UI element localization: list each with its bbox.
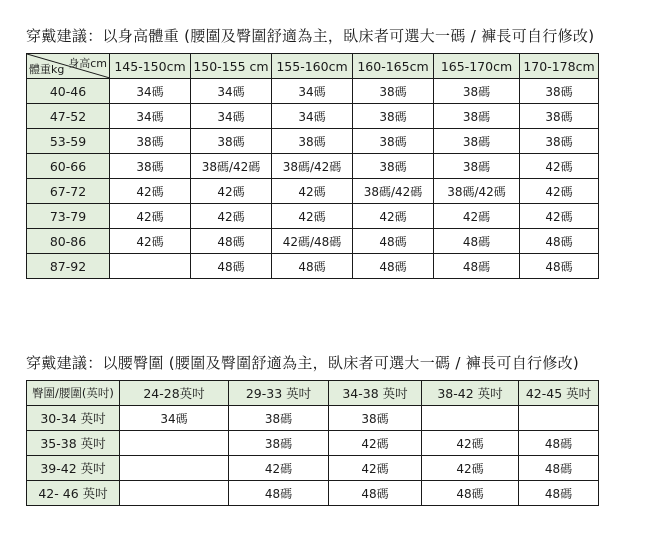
row-header: 60-66 [27, 154, 110, 179]
table-cell: 48碼 [520, 254, 599, 279]
table-cell: 48碼 [191, 229, 272, 254]
table-cell: 38碼 [191, 129, 272, 154]
table-cell: 42碼 [329, 456, 422, 481]
table-cell: 38碼 [229, 431, 329, 456]
table-cell: 38碼 [329, 406, 422, 431]
table-cell: 34碼 [191, 79, 272, 104]
corner-height-label: 身高cm [68, 57, 107, 70]
table-cell: 38碼 [353, 129, 434, 154]
table-cell: 38碼 [110, 154, 191, 179]
row-header: 80-86 [27, 229, 110, 254]
size-chart-height-weight [26, 53, 599, 279]
table-cell: 42碼 [110, 229, 191, 254]
table-row [27, 254, 599, 279]
row-header: 73-79 [27, 204, 110, 229]
column-header: 150-155 cm [191, 54, 272, 79]
table-cell: 38碼 [110, 129, 191, 154]
table-cell: 48碼 [434, 229, 520, 254]
table-cell: 38碼 [520, 104, 599, 129]
table-cell [519, 406, 599, 431]
table-cell: 42碼 [272, 179, 353, 204]
table-row [27, 456, 599, 481]
table-cell: 42碼 [110, 204, 191, 229]
column-header: 160-165cm [353, 54, 434, 79]
table-cell: 48碼 [272, 254, 353, 279]
table-row [27, 104, 599, 129]
table-cell: 34碼 [110, 104, 191, 129]
table-cell: 38碼 [229, 406, 329, 431]
table-cell [120, 431, 229, 456]
table-cell: 34碼 [272, 104, 353, 129]
table-cell: 42碼 [434, 204, 520, 229]
row-header: 42- 46 英吋 [27, 481, 120, 506]
table-cell: 48碼 [353, 254, 434, 279]
table-cell: 34碼 [272, 79, 353, 104]
table-row [27, 154, 599, 179]
table-row [27, 431, 599, 456]
table-row [27, 481, 599, 506]
table-cell: 34碼 [191, 104, 272, 129]
table-cell: 42碼 [329, 431, 422, 456]
table-cell: 38碼 [520, 79, 599, 104]
column-header: 42-45 英吋 [519, 381, 599, 406]
table-cell: 48碼 [353, 229, 434, 254]
table-cell: 42碼 [353, 204, 434, 229]
table-cell: 42碼 [520, 154, 599, 179]
corner-cell [27, 54, 110, 79]
section2-title: 穿戴建議：以腰臀圍 (腰圍及臀圍舒適為主，臥床者可選大一碼 / 褲長可自行修改) [26, 354, 580, 372]
table-row [27, 179, 599, 204]
row-header: 53-59 [27, 129, 110, 154]
row-header: 67-72 [27, 179, 110, 204]
table-row [27, 406, 599, 431]
row-header: 35-38 英吋 [27, 431, 120, 456]
row-header: 30-34 英吋 [27, 406, 120, 431]
table-cell: 48碼 [191, 254, 272, 279]
column-header: 170-178cm [520, 54, 599, 79]
table-cell: 48碼 [519, 456, 599, 481]
table-row [27, 129, 599, 154]
table-cell [422, 406, 519, 431]
column-header: 155-160cm [272, 54, 353, 79]
table-cell: 38碼 [434, 154, 520, 179]
table-header-row [27, 381, 599, 406]
table-cell: 48碼 [520, 229, 599, 254]
table-cell: 42碼 [520, 204, 599, 229]
table-cell: 42碼 [191, 204, 272, 229]
table-header-row [27, 54, 599, 79]
column-header: 165-170cm [434, 54, 520, 79]
table-cell: 38碼 [520, 129, 599, 154]
table-row [27, 79, 599, 104]
table-cell: 38碼 [353, 154, 434, 179]
row-header: 87-92 [27, 254, 110, 279]
table-cell: 34碼 [110, 79, 191, 104]
size-chart-waist-hip [26, 380, 599, 506]
table-cell: 34碼 [120, 406, 229, 431]
table-cell: 38碼 [434, 129, 520, 154]
table-cell: 42碼 [422, 431, 519, 456]
table-cell [120, 481, 229, 506]
row-header: 39-42 英吋 [27, 456, 120, 481]
table-cell: 38碼 [434, 79, 520, 104]
table-cell [110, 254, 191, 279]
table-cell: 38碼/42碼 [191, 154, 272, 179]
table-cell: 42碼 [110, 179, 191, 204]
table-cell: 48碼 [229, 481, 329, 506]
table-cell: 42碼 [422, 456, 519, 481]
table-cell: 42碼 [520, 179, 599, 204]
section1-title: 穿戴建議：以身高體重 (腰圍及臀圍舒適為主，臥床者可選大一碼 / 褲長可自行修改) [26, 27, 595, 45]
table-cell: 48碼 [519, 431, 599, 456]
column-header: 38-42 英吋 [422, 381, 519, 406]
table-cell: 38碼/42碼 [434, 179, 520, 204]
row-header: 40-46 [27, 79, 110, 104]
table-cell: 38碼/42碼 [272, 154, 353, 179]
table-cell: 38碼/42碼 [353, 179, 434, 204]
row-header: 47-52 [27, 104, 110, 129]
table-cell: 38碼 [353, 79, 434, 104]
table-cell: 38碼 [353, 104, 434, 129]
table-cell: 42碼 [191, 179, 272, 204]
table-row [27, 204, 599, 229]
table-cell: 42碼 [229, 456, 329, 481]
column-header: 29-33 英吋 [229, 381, 329, 406]
table-cell: 48碼 [519, 481, 599, 506]
column-header: 24-28英吋 [120, 381, 229, 406]
table-cell: 42碼/48碼 [272, 229, 353, 254]
table-cell [120, 456, 229, 481]
table-cell: 38碼 [434, 104, 520, 129]
table-cell: 48碼 [434, 254, 520, 279]
table-cell: 38碼 [272, 129, 353, 154]
table-cell: 42碼 [272, 204, 353, 229]
corner-cell: 臀圍/腰圍(英吋) [27, 381, 120, 406]
table-cell: 48碼 [422, 481, 519, 506]
corner-weight-label: 體重kg [29, 63, 65, 76]
table-cell: 48碼 [329, 481, 422, 506]
column-header: 34-38 英吋 [329, 381, 422, 406]
column-header: 145-150cm [110, 54, 191, 79]
table-row [27, 229, 599, 254]
